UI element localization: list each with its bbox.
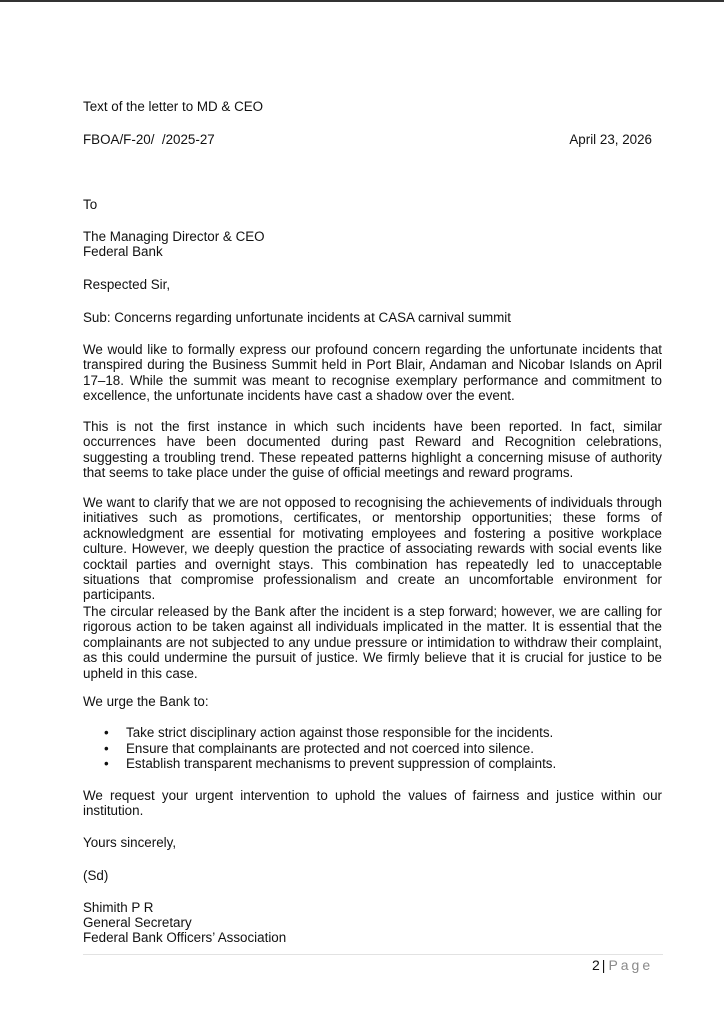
paragraph-3: We want to clarify that we are not opposed to recognising the achievements of individuals through initiatives such as promotions, certificates, or mentorship opportunities; these forms of acknowledgment are essential for motivating employees and fostering a positive workplace culture. However, we deeply question the practice of associating rewards with social events like cocktail parties and overnight stays. This combination has repeatedly led to unacceptable situations that compromise professionalism and create an uncomfortable environment for participants. bbox=[83, 495, 662, 603]
urge-list-item bbox=[83, 756, 556, 772]
signatory-title: General Secretary bbox=[83, 915, 192, 930]
bullet-icon: • bbox=[104, 756, 109, 771]
top-border-line bbox=[0, 0, 724, 2]
reference-date-row bbox=[83, 132, 652, 147]
urge-list-item bbox=[83, 725, 556, 741]
signed-mark: (Sd) bbox=[83, 868, 109, 883]
signatory-name: Shimith P R bbox=[83, 900, 154, 915]
letter-date: April 23, 2026 bbox=[569, 132, 652, 147]
page-label: Page bbox=[608, 957, 654, 973]
urge-item-text: Establish transparent mechanisms to prevent suppression of complaints. bbox=[126, 756, 557, 771]
paragraph-2: This is not the first instance in which such incidents have been reported. In fact, similar occurrences have been documented during past Reward and Recognition celebrations, suggesting a troubling trend. These repeated patterns highlight a concerning misuse of authority that seems to take place under the guise of official meetings and reward programs. bbox=[83, 419, 662, 481]
subject-line: Sub: Concerns regarding unfortunate incidents at CASA carnival summit bbox=[83, 310, 511, 325]
recipient-address bbox=[83, 229, 265, 259]
page-number-footer bbox=[592, 957, 653, 973]
urge-list-item bbox=[83, 741, 556, 757]
to-label: To bbox=[83, 197, 98, 212]
urge-list bbox=[83, 725, 556, 772]
urge-intro: We urge the Bank to: bbox=[83, 694, 209, 709]
page-number: 2 bbox=[592, 957, 600, 973]
salutation: Respected Sir, bbox=[83, 277, 171, 292]
urge-item-text: Ensure that complainants are protected and not coerced into silence. bbox=[126, 740, 534, 756]
valediction: Yours sincerely, bbox=[83, 835, 177, 850]
signatory-organization: Federal Bank Officers’ Association bbox=[83, 930, 287, 945]
closing-paragraph: We request your urgent intervention to uphold the values of fairness and justice within our institution. bbox=[83, 788, 662, 819]
document-heading: Text of the letter to MD & CEO bbox=[83, 99, 264, 114]
footer-divider bbox=[83, 954, 663, 955]
bullet-icon: • bbox=[104, 725, 109, 740]
page-separator: | bbox=[601, 957, 606, 973]
recipient-line-2: Federal Bank bbox=[83, 244, 163, 259]
signature-block bbox=[83, 900, 286, 945]
bullet-icon: • bbox=[104, 740, 109, 756]
urge-item-text: Take strict disciplinary action against those responsible for the incidents. bbox=[126, 725, 554, 740]
paragraph-4: The circular released by the Bank after the incident is a step forward; however, we are calling for rigorous action to be taken against all individuals implicated in the matter. It is essential that the complainants are not subjected to any undue pressure or intimidation to withdraw their complaint, as this could undermine the pursuit of justice. We firmly believe that it is crucial for justice to be upheld in this case. bbox=[83, 604, 662, 681]
reference-number: FBOA/F-20/ /2025-27 bbox=[83, 132, 215, 147]
recipient-line-1: The Managing Director & CEO bbox=[83, 229, 265, 244]
paragraph-1: We would like to formally express our profound concern regarding the unfortunate incidents that transpired during the Business Summit held in Port Blair, Andaman and Nicobar Islands on April 17–18. While the summit was meant to recognise exemplary performance and commitment to excellence, the unfortunate incidents have cast a shadow over the event. bbox=[83, 342, 662, 404]
